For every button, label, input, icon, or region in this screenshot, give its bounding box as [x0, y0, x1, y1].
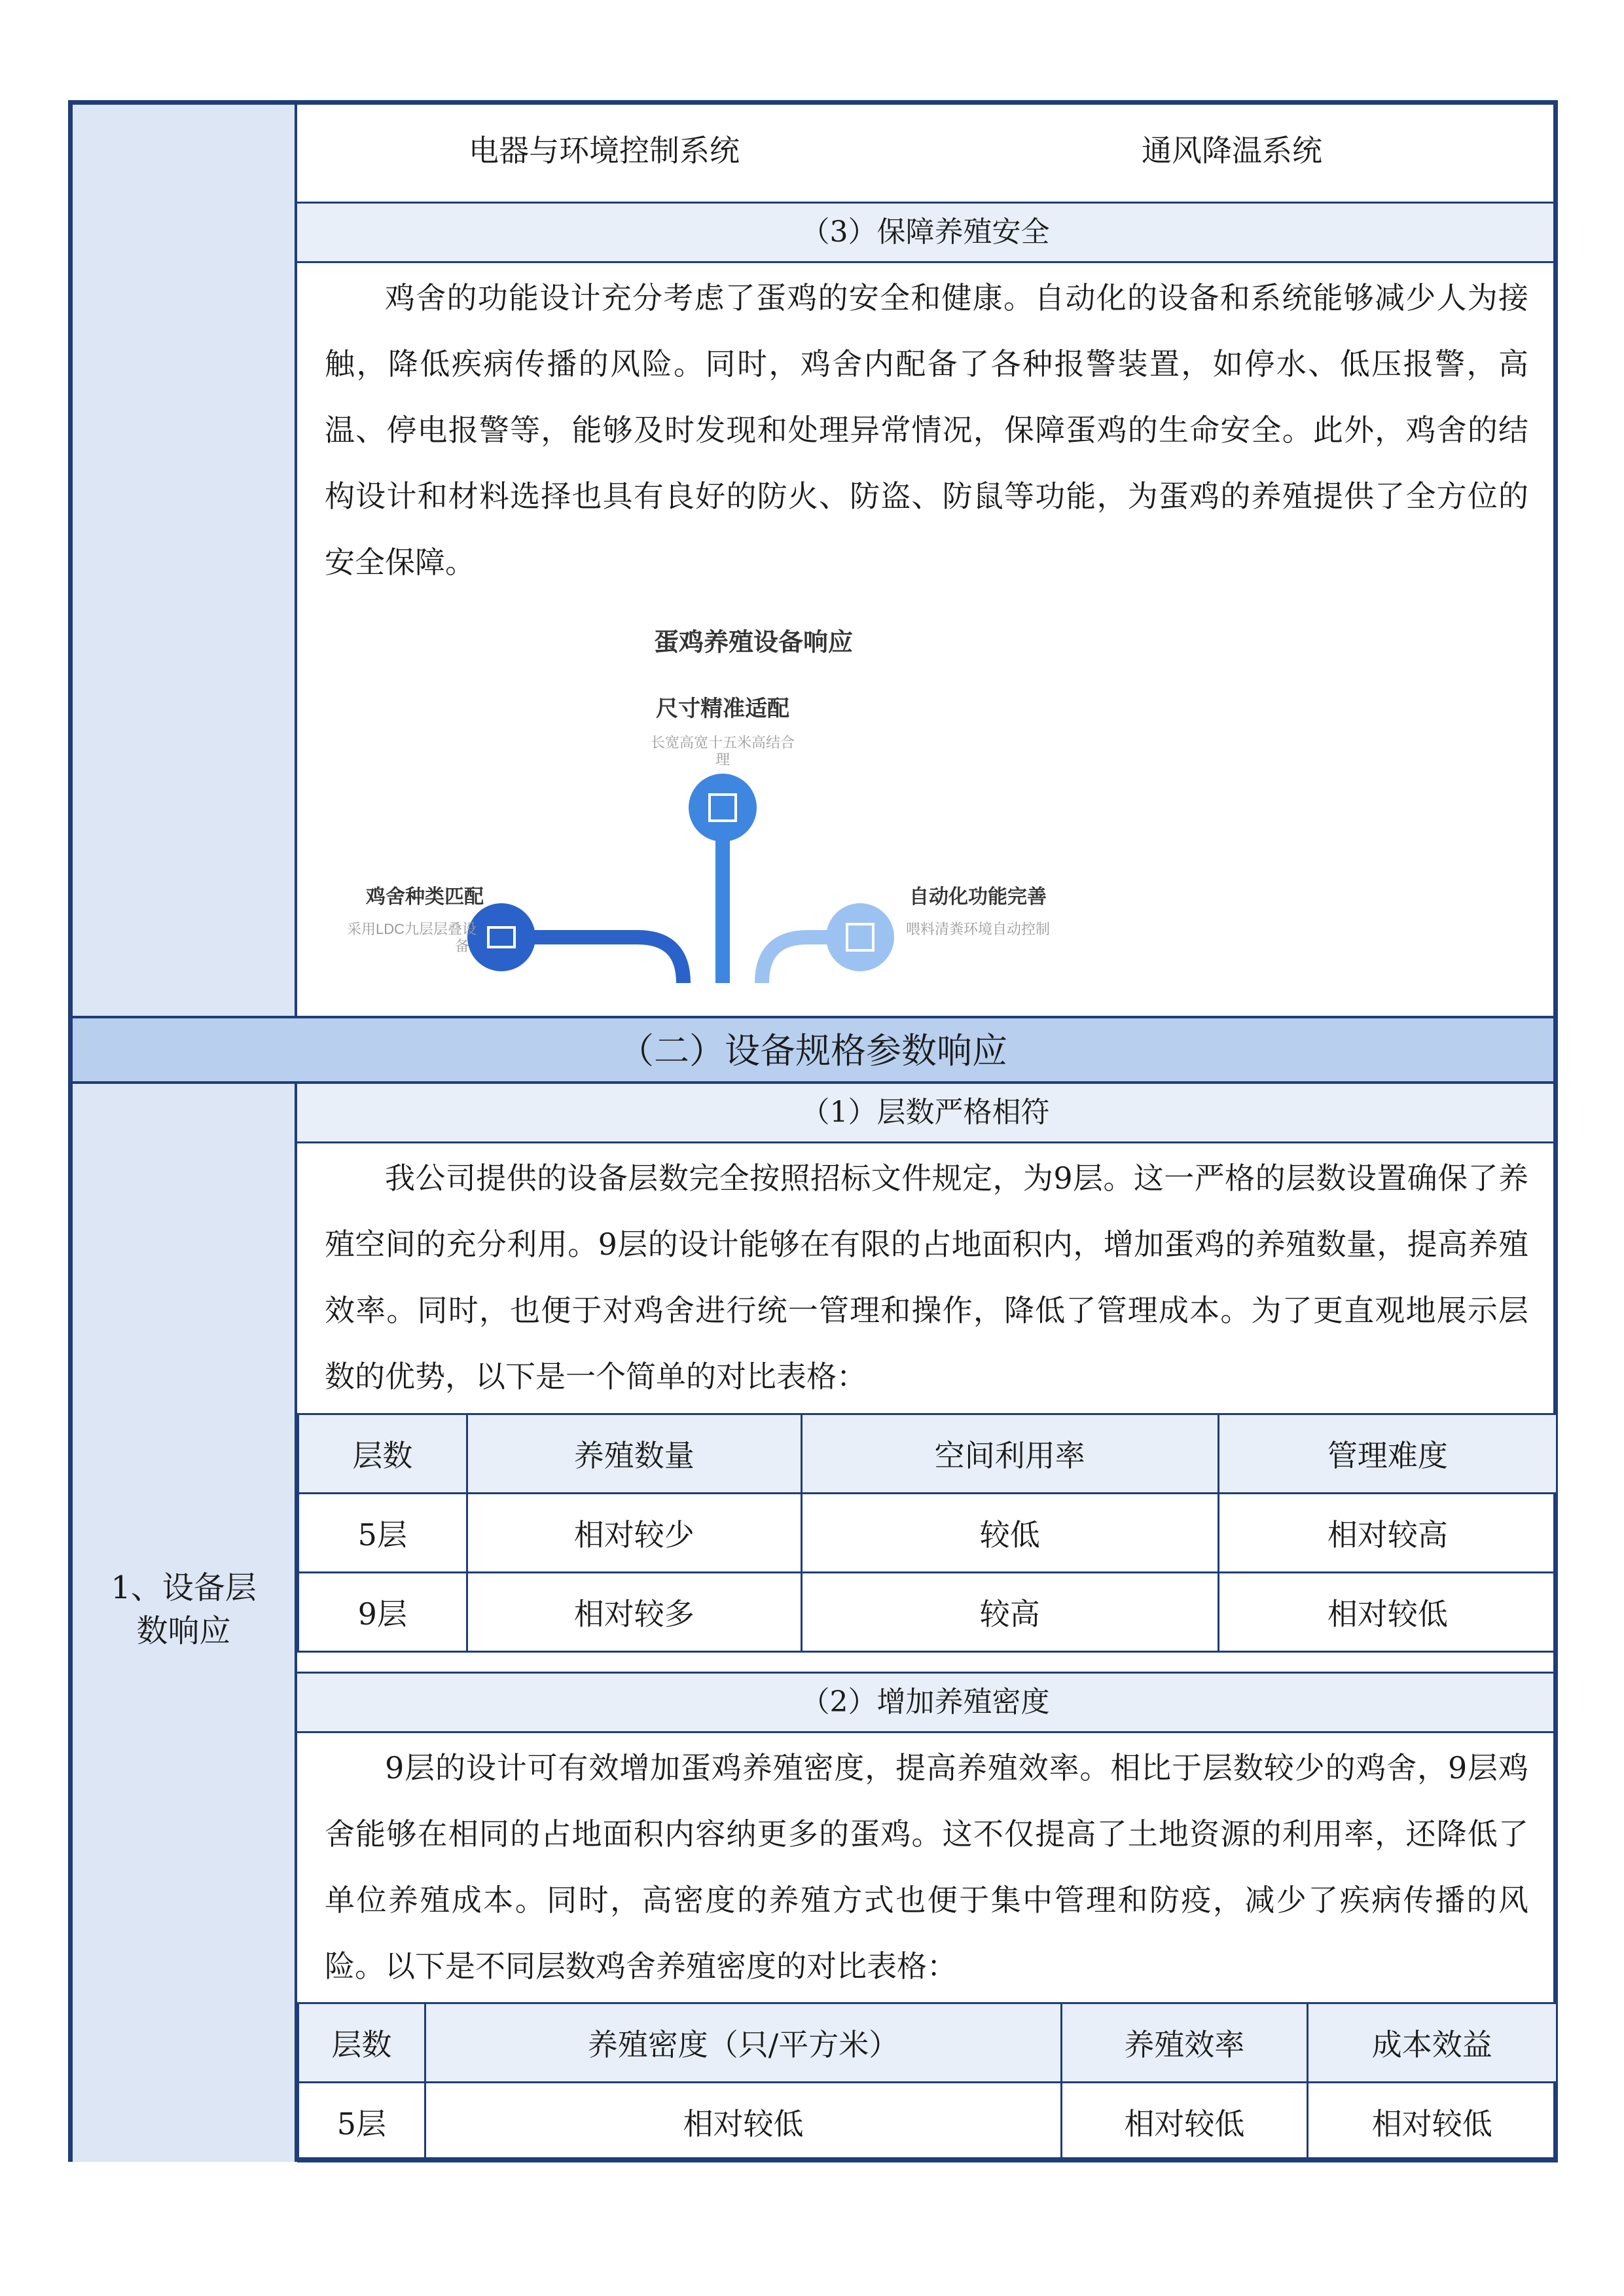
table-cell: 相对较低 — [425, 2083, 1061, 2162]
layers-paragraph: 我公司提供的设备层数完全按照招标文件规定，为9层。这一严格的层数设置确保了养殖空间的充分利用。9层的设计能够在有限的占地面积内，增加蛋鸡的养殖数量，提高养殖效率。同时，也便于对鸡舍进行统一管理和操作，降低了管理成本。为了更直观地展示层数的优势，以下是一个简单的对比表格： — [325, 1160, 1528, 1394]
table-cell: 相对较低 — [1062, 2083, 1307, 2162]
left-label-line1: 1、设备层 — [111, 1570, 257, 1606]
left-node — [467, 903, 535, 971]
right-desc: 喂料清粪环境自动控制 — [905, 921, 1051, 937]
table-header-cell: 层数 — [298, 2003, 425, 2083]
table-header-cell: 空间利用率 — [801, 1414, 1218, 1494]
table-header-cell: 养殖密度（只/平方米） — [425, 2003, 1061, 2083]
document-frame — [68, 100, 1558, 2162]
center-desc: 长宽高宽十五米高结合 — [650, 734, 795, 751]
equipment-response-diagram — [297, 597, 1553, 1003]
diagram-svg — [297, 597, 1558, 1016]
table-cell: 相对较多 — [467, 1573, 801, 1652]
section-2-title: （二）设备规格参数响应 — [73, 1016, 1553, 1084]
table-cell: 相对较低 — [1307, 2083, 1557, 2162]
table-header-row — [298, 2003, 1557, 2083]
center-node — [689, 774, 757, 842]
table-header-cell: 管理难度 — [1218, 1414, 1557, 1494]
density-table — [297, 2002, 1558, 2162]
table-row — [298, 1573, 1557, 1652]
right-connector — [762, 937, 834, 983]
table-cell: 相对较低 — [1218, 1573, 1557, 1652]
table-cell: 相对较少 — [467, 1494, 801, 1573]
divider — [297, 261, 1553, 263]
divider — [297, 1731, 1553, 1733]
divider — [297, 1141, 1553, 1143]
center-label: 尺寸精准适配 — [656, 696, 789, 721]
table-header-row — [298, 1414, 1557, 1494]
layers-heading: （1）层数严格相符 — [297, 1084, 1553, 1141]
divider — [297, 1672, 1553, 1674]
table-cell: 较低 — [801, 1494, 1218, 1573]
table-header-cell: 养殖数量 — [467, 1414, 801, 1494]
top-row-left-item: 电器与环境控制系统 — [469, 133, 740, 168]
left-connector — [530, 937, 683, 983]
table-row — [298, 2083, 1557, 2162]
right-label: 自动化功能完善 — [909, 886, 1047, 908]
right-node — [826, 903, 894, 971]
density-heading: （2）增加养殖密度 — [297, 1674, 1553, 1731]
density-paragraph: 9层的设计可有效增加蛋鸡养殖密度，提高养殖效率。相比于层数较少的鸡舍，9层鸡舍能够在相同的占地面积内容纳更多的蛋鸡。这不仅提高了土地资源的利用率，还降低了单位养殖成本。同时，高密度的养殖方式也便于集中管理和防疫，减少了疾病传播的风险。以下是不同层数鸡舍养殖密度的对比表格： — [325, 1750, 1528, 1984]
left-desc: 采用LDC九层层叠设 — [346, 921, 477, 937]
table-header-cell: 养殖效率 — [1062, 2003, 1307, 2083]
top-row — [297, 105, 1553, 203]
table-cell: 5层 — [298, 2083, 425, 2162]
top-row-right-item: 通风降温系统 — [1142, 133, 1322, 168]
left-desc2: 备 — [454, 938, 470, 954]
left-label — [73, 1566, 295, 1653]
safety-heading: （3）保障养殖安全 — [297, 204, 1553, 261]
table-row — [298, 1494, 1557, 1573]
table-cell: 较高 — [801, 1573, 1218, 1652]
layers-table — [297, 1413, 1558, 1653]
table-cell: 相对较高 — [1218, 1494, 1557, 1573]
diagram-title: 蛋鸡养殖设备响应 — [654, 629, 854, 656]
table-cell: 5层 — [298, 1494, 467, 1573]
table-cell: 9层 — [298, 1573, 467, 1652]
table-header-cell: 层数 — [298, 1414, 467, 1494]
table-header-cell: 成本效益 — [1307, 2003, 1557, 2083]
safety-paragraph: 鸡舍的功能设计充分考虑了蛋鸡的安全和健康。自动化的设备和系统能够减少人为接触，降低疾病传播的风险。同时，鸡舍内配备了各种报警装置，如停水、低压报警，高温、停电报警等，能够及时发现和处理异常情况，保障蛋鸡的生命安全。此外，鸡舍的结构设计和材料选择也具有良好的防火、防盗、防鼠等功能，为蛋鸡的养殖提供了全方位的安全保障。 — [325, 280, 1528, 580]
left-column-upper — [73, 105, 297, 1016]
left-label: 鸡舍种类匹配 — [366, 886, 484, 908]
left-label-line2: 数响应 — [136, 1613, 231, 1649]
center-desc2: 理 — [715, 751, 731, 768]
